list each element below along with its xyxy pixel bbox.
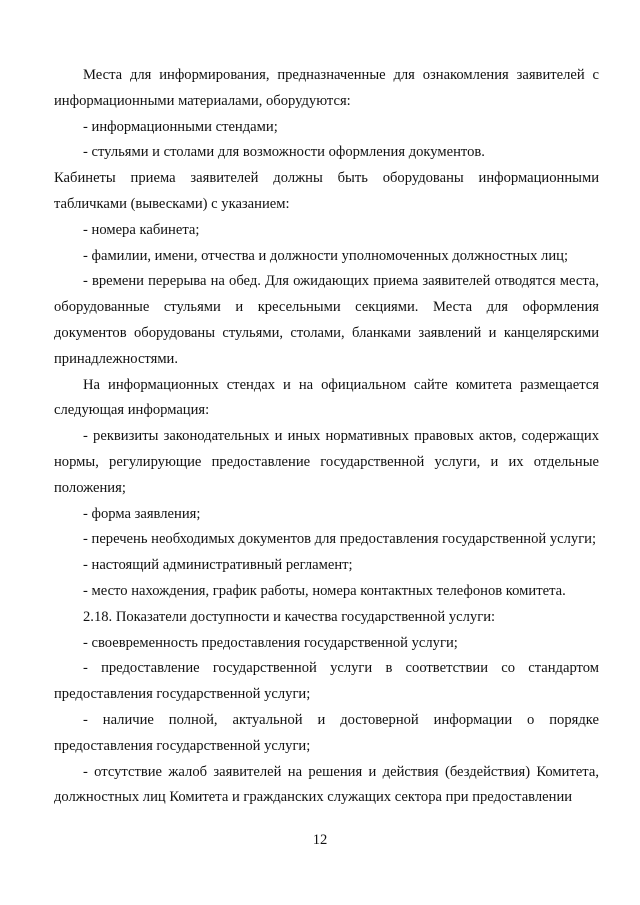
list-item-complete-info: - наличие полной, актуальной и достоверной информации о порядке предоставления государственной услуги;	[54, 711, 599, 754]
document-body	[54, 63, 599, 811]
list-item-no-complaints: - отсутствие жалоб заявителей на решения и действия (бездействия) Комитета, должностных лиц Комитета и гражданских служащих сектора при предоставлении	[54, 763, 599, 806]
paragraph-info-places: Места для информирования, предназначенные для ознакомления заявителей с информационными материалами, оборудуются:	[54, 67, 599, 109]
list-item-regulation: - настоящий административный регламент;	[83, 557, 353, 574]
paragraph-stands-info: На информационных стендах и на официальном сайте комитета размещается следующая информация:	[54, 376, 599, 419]
list-item-legal-acts: - реквизиты законодательных и иных нормативных правовых актов, содержащих нормы, регулирующие предоставление государственной услуги, и их отдельные положения;	[54, 428, 599, 496]
list-item-application-form: - форма заявления;	[83, 505, 201, 522]
list-item-info-stands: - информационными стендами;	[83, 118, 278, 135]
page-number: 12	[312, 832, 328, 848]
list-item-official-names: - фамилии, имени, отчества и должности уполномоченных должностных лиц;	[83, 247, 569, 264]
list-item-standard-compliance: - предоставление государственной услуги в соответствии со стандартом предоставления государственной услуги;	[54, 660, 599, 703]
list-item-chairs-tables: - стульями и столами для возможности оформления документов.	[83, 144, 485, 161]
list-item-documents-list: - перечень необходимых документов для предоставления государственной услуги;	[83, 531, 597, 548]
list-item-lunch-break: - времени перерыва на обед. Для ожидающих приема заявителей отводятся места, оборудованные стульями и кресельными секциями. Места для оформления документов оборудованы стульями, столами, бланками заявлений и канцелярскими принадлежностями.	[54, 273, 599, 367]
list-item-timeliness: - своевременность предоставления государственной услуги;	[83, 634, 458, 651]
list-item-office-number: - номера кабинета;	[83, 221, 200, 238]
section-heading-2-18: 2.18. Показатели доступности и качества государственной услуги:	[83, 608, 496, 625]
paragraph-offices: Кабинеты приема заявителей должны быть оборудованы информационными табличками (вывесками) с указанием:	[54, 170, 599, 212]
list-item-location-schedule: - место нахождения, график работы, номера контактных телефонов комитета.	[83, 582, 566, 599]
